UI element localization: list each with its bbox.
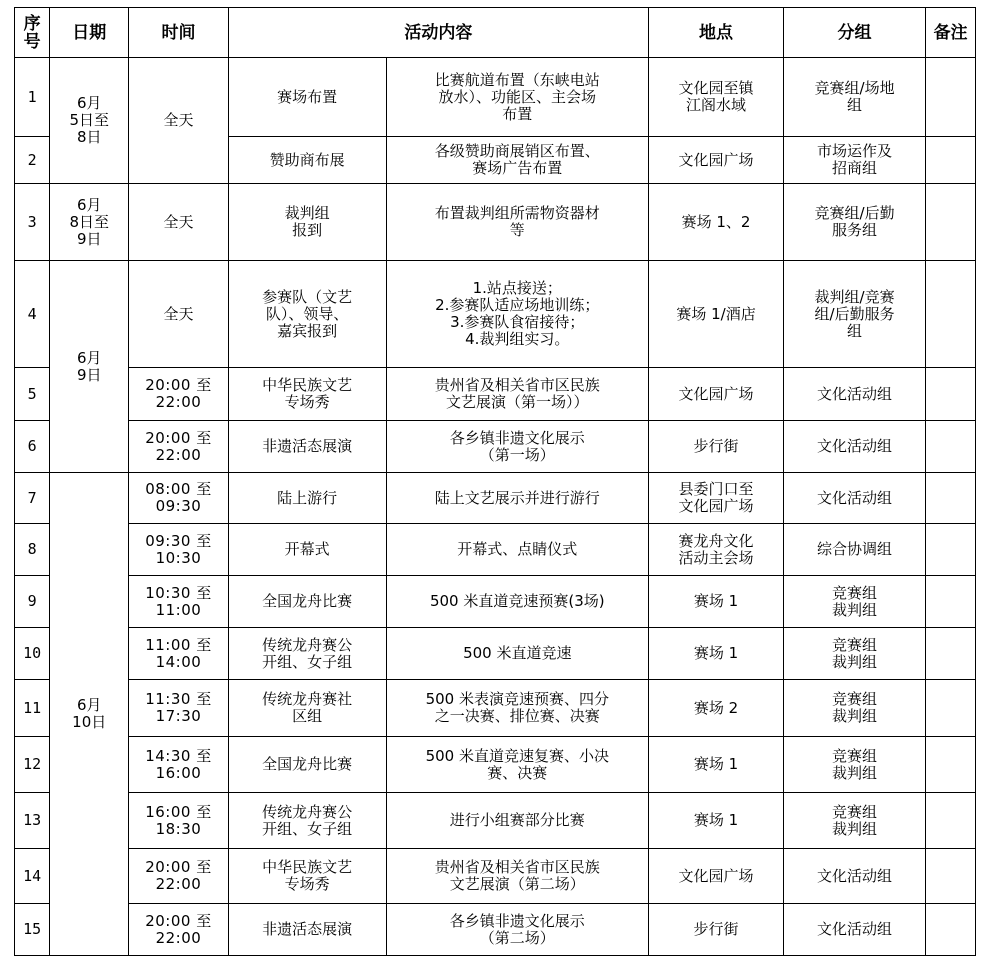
row-seq: 7 bbox=[15, 473, 50, 524]
note-cell bbox=[926, 737, 976, 793]
activity-content: 500 米直道竞速预赛(3场) bbox=[386, 576, 649, 628]
note-cell bbox=[926, 261, 976, 368]
table-row bbox=[15, 261, 976, 368]
row-seq: 10 bbox=[15, 628, 50, 680]
note-cell bbox=[926, 137, 976, 184]
time-cell: 10:30 至 11:00 bbox=[129, 576, 229, 628]
activity-item: 参赛队（文艺 队）、领导、 嘉宾报到 bbox=[228, 261, 386, 368]
header-time: 时间 bbox=[129, 8, 229, 58]
time-cell: 20:00 至 22:00 bbox=[129, 904, 229, 956]
header-seq: 序 号 bbox=[15, 8, 50, 58]
time-cell: 20:00 至 22:00 bbox=[129, 368, 229, 421]
row-seq: 5 bbox=[15, 368, 50, 421]
date-cell: 6月 9日 bbox=[50, 261, 129, 473]
table-row bbox=[15, 421, 976, 473]
activity-content: 各乡镇非遗文化展示 （第二场） bbox=[386, 904, 649, 956]
location-cell: 步行街 bbox=[649, 421, 784, 473]
activity-item: 中华民族文艺 专场秀 bbox=[228, 368, 386, 421]
row-seq: 14 bbox=[15, 849, 50, 904]
table-row bbox=[15, 849, 976, 904]
activity-content: 布置裁判组所需物资器材 等 bbox=[386, 184, 649, 261]
time-cell: 11:00 至 14:00 bbox=[129, 628, 229, 680]
activity-item: 裁判组 报到 bbox=[228, 184, 386, 261]
time-cell: 11:30 至 17:30 bbox=[129, 680, 229, 737]
time-cell: 20:00 至 22:00 bbox=[129, 849, 229, 904]
location-cell: 赛场 1/酒店 bbox=[649, 261, 784, 368]
activity-content: 陆上文艺展示并进行游行 bbox=[386, 473, 649, 524]
activity-item: 中华民族文艺 专场秀 bbox=[228, 849, 386, 904]
time-cell: 全天 bbox=[129, 261, 229, 368]
header-row bbox=[15, 8, 976, 58]
activity-content: 各乡镇非遗文化展示 （第一场） bbox=[386, 421, 649, 473]
row-seq: 1 bbox=[15, 58, 50, 137]
activity-item: 传统龙舟赛社 区组 bbox=[228, 680, 386, 737]
activity-content: 开幕式、点睛仪式 bbox=[386, 524, 649, 576]
location-cell: 文化园广场 bbox=[649, 849, 784, 904]
group-cell: 竞赛组 裁判组 bbox=[783, 793, 925, 849]
time-cell: 全天 bbox=[129, 184, 229, 261]
note-cell bbox=[926, 58, 976, 137]
location-cell: 赛场 1 bbox=[649, 737, 784, 793]
activity-content: 500 米直道竞速复赛、小决 赛、决赛 bbox=[386, 737, 649, 793]
activity-content: 贵州省及相关省市区民族 文艺展演（第一场）） bbox=[386, 368, 649, 421]
time-cell: 20:00 至 22:00 bbox=[129, 421, 229, 473]
table-row bbox=[15, 524, 976, 576]
activity-item: 传统龙舟赛公 开组、女子组 bbox=[228, 628, 386, 680]
header-note: 备注 bbox=[926, 8, 976, 58]
time-cell: 全天 bbox=[129, 58, 229, 184]
table-row bbox=[15, 58, 976, 137]
date-cell: 6月 8日至 9日 bbox=[50, 184, 129, 261]
row-seq: 15 bbox=[15, 904, 50, 956]
activity-content: 500 米直道竞速 bbox=[386, 628, 649, 680]
group-cell: 裁判组/竞赛 组/后勤服务 组 bbox=[783, 261, 925, 368]
location-cell: 文化园广场 bbox=[649, 368, 784, 421]
note-cell bbox=[926, 421, 976, 473]
group-cell: 竞赛组/场地 组 bbox=[783, 58, 925, 137]
time-cell: 08:00 至 09:30 bbox=[129, 473, 229, 524]
table-row bbox=[15, 737, 976, 793]
time-cell: 14:30 至 16:00 bbox=[129, 737, 229, 793]
group-cell: 竞赛组 裁判组 bbox=[783, 576, 925, 628]
table-row bbox=[15, 628, 976, 680]
row-seq: 13 bbox=[15, 793, 50, 849]
row-seq: 12 bbox=[15, 737, 50, 793]
table-row bbox=[15, 793, 976, 849]
time-cell: 16:00 至 18:30 bbox=[129, 793, 229, 849]
note-cell bbox=[926, 368, 976, 421]
group-cell: 综合协调组 bbox=[783, 524, 925, 576]
note-cell bbox=[926, 473, 976, 524]
time-cell: 09:30 至 10:30 bbox=[129, 524, 229, 576]
table-row bbox=[15, 473, 976, 524]
row-seq: 11 bbox=[15, 680, 50, 737]
note-cell bbox=[926, 184, 976, 261]
group-cell: 竞赛组 裁判组 bbox=[783, 628, 925, 680]
location-cell: 步行街 bbox=[649, 904, 784, 956]
row-seq: 2 bbox=[15, 137, 50, 184]
activity-item: 开幕式 bbox=[228, 524, 386, 576]
activity-content: 进行小组赛部分比赛 bbox=[386, 793, 649, 849]
note-cell bbox=[926, 628, 976, 680]
row-seq: 8 bbox=[15, 524, 50, 576]
location-cell: 文化园至镇 江阁水域 bbox=[649, 58, 784, 137]
table-row bbox=[15, 184, 976, 261]
note-cell bbox=[926, 793, 976, 849]
activity-content: 贵州省及相关省市区民族 文艺展演（第二场） bbox=[386, 849, 649, 904]
note-cell bbox=[926, 576, 976, 628]
table-row bbox=[15, 680, 976, 737]
note-cell bbox=[926, 849, 976, 904]
activity-content: 比赛航道布置（东峡电站 放水）、功能区、主会场 布置 bbox=[386, 58, 649, 137]
location-cell: 赛场 1、2 bbox=[649, 184, 784, 261]
activity-item: 非遗活态展演 bbox=[228, 904, 386, 956]
location-cell: 赛场 1 bbox=[649, 576, 784, 628]
header-activity: 活动内容 bbox=[228, 8, 648, 58]
date-cell: 6月 10日 bbox=[50, 473, 129, 956]
note-cell bbox=[926, 680, 976, 737]
location-cell: 赛场 1 bbox=[649, 793, 784, 849]
group-cell: 竞赛组 裁判组 bbox=[783, 680, 925, 737]
activity-content: 1.站点接送； 2.参赛队适应场地训练； 3.参赛队食宿接待； 4.裁判组实习。 bbox=[386, 261, 649, 368]
activity-item: 非遗活态展演 bbox=[228, 421, 386, 473]
group-cell: 文化活动组 bbox=[783, 368, 925, 421]
location-cell: 文化园广场 bbox=[649, 137, 784, 184]
location-cell: 县委门口至 文化园广场 bbox=[649, 473, 784, 524]
row-seq: 9 bbox=[15, 576, 50, 628]
activity-item: 赛场布置 bbox=[228, 58, 386, 137]
row-seq: 6 bbox=[15, 421, 50, 473]
note-cell bbox=[926, 524, 976, 576]
table-row bbox=[15, 368, 976, 421]
group-cell: 竞赛组 裁判组 bbox=[783, 737, 925, 793]
location-cell: 赛场 1 bbox=[649, 628, 784, 680]
location-cell: 赛龙舟文化 活动主会场 bbox=[649, 524, 784, 576]
activity-content: 各级赞助商展销区布置、 赛场广告布置 bbox=[386, 137, 649, 184]
group-cell: 文化活动组 bbox=[783, 904, 925, 956]
header-date: 日期 bbox=[50, 8, 129, 58]
date-cell: 6月 5日至 8日 bbox=[50, 58, 129, 184]
note-cell bbox=[926, 904, 976, 956]
table-row bbox=[15, 576, 976, 628]
schedule-table bbox=[14, 7, 976, 956]
activity-item: 陆上游行 bbox=[228, 473, 386, 524]
activity-item: 全国龙舟比赛 bbox=[228, 737, 386, 793]
group-cell: 文化活动组 bbox=[783, 421, 925, 473]
header-location: 地点 bbox=[649, 8, 784, 58]
activity-item: 赞助商布展 bbox=[228, 137, 386, 184]
location-cell: 赛场 2 bbox=[649, 680, 784, 737]
group-cell: 文化活动组 bbox=[783, 849, 925, 904]
header-group: 分组 bbox=[783, 8, 925, 58]
group-cell: 文化活动组 bbox=[783, 473, 925, 524]
activity-content: 500 米表演竞速预赛、四分 之一决赛、排位赛、决赛 bbox=[386, 680, 649, 737]
activity-item: 传统龙舟赛公 开组、女子组 bbox=[228, 793, 386, 849]
schedule-sheet bbox=[14, 7, 976, 956]
table-row bbox=[15, 904, 976, 956]
group-cell: 市场运作及 招商组 bbox=[783, 137, 925, 184]
activity-item: 全国龙舟比赛 bbox=[228, 576, 386, 628]
group-cell: 竞赛组/后勤 服务组 bbox=[783, 184, 925, 261]
row-seq: 3 bbox=[15, 184, 50, 261]
row-seq: 4 bbox=[15, 261, 50, 368]
